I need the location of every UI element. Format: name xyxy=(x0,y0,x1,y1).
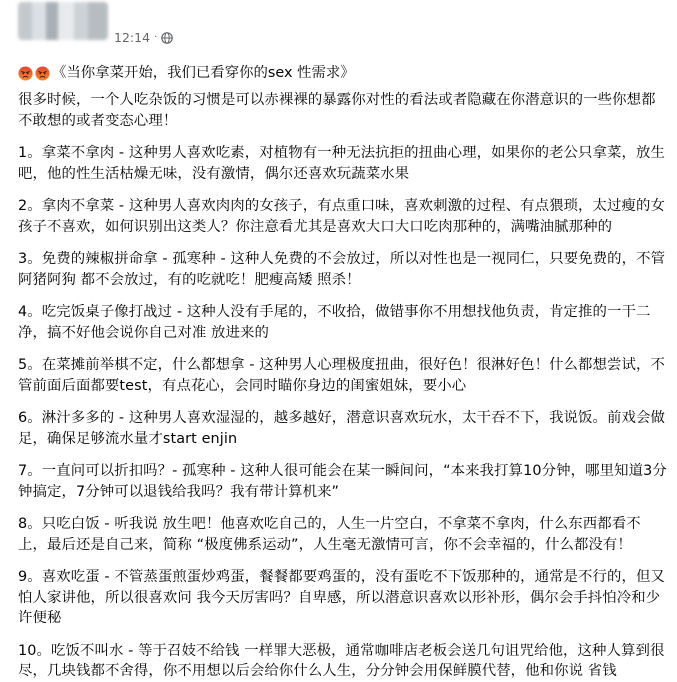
post-paragraph: 5。在菜摊前举棋不定，什么都想拿 - 这种男人心理极度扭曲，很好色！很淋好色！什么都想尝试，不管前面后面都要test，有点花心，会同时瞄你身边的闺蜜姐妹，要小心 xyxy=(18,357,665,394)
post-paragraph: 很多时候，一个人吃杂饭的习惯是可以赤裸裸的暴露你对性的看法或者隐藏在你潜意识的一些你想都不敢想的或者变态心理！ xyxy=(18,92,656,129)
post-paragraph: 1。拿菜不拿肉 - 这种男人喜欢吃素，对植物有一种无法抗拒的扭曲心理，如果你的老公只拿菜，放生吧，他的性生活枯燥无味，没有激情，偶尔还喜欢玩蔬菜水果 xyxy=(18,145,665,182)
post-time[interactable]: 12:14 xyxy=(114,30,151,45)
post-paragraph: 2。拿肉不拿菜 - 这种男人喜欢肉肉的女孩子，有点重口味，喜欢刺激的过程、有点猥琐，太过瘦的女孩子不喜欢，如何识别出这类人？你注意看尤其是喜欢大口大口吃肉那种的，满嘴油腻那种的 xyxy=(18,198,665,235)
avatar[interactable] xyxy=(18,2,108,40)
angry-face-emoji xyxy=(35,66,50,81)
post-title-text: 《当你拿菜开始，我们已看穿你的sex 性需求》 xyxy=(52,65,355,81)
post-title xyxy=(18,62,669,84)
post-paragraph: 6。淋汁多多的 - 这种男人喜欢湿湿的，越多越好，潜意识喜欢玩水，太干吞不下，我说饭。前戏会做足，确保足够流水量才start enjin xyxy=(18,410,665,447)
post-paragraph: 4。吃完饭桌子像打战过 - 这种人没有手尾的，不收拾，做错事你不用想找他负责，肯定推的一干二净，搞不好他会说你自己对准 放进来的 xyxy=(18,304,651,341)
post-paragraph: 7。一直问可以折扣吗？- 孤寒种 - 这种人很可能会在某一瞬间问，“本来我打算10分钟，哪里知道3分钟搞定，7分钟可以退钱给我吗？我有带计算机来” xyxy=(18,463,667,500)
meta-separator: · xyxy=(154,32,158,43)
angry-face-emoji xyxy=(18,66,33,81)
post-header xyxy=(18,0,669,62)
post-paragraph: 10。吃饭不叫水 - 等于召妓不给钱 一样罪大恶极，通常咖啡店老板会送几句诅咒给他，这种人算到很尽，几块钱都不舍得，你不用想以后会给你什么人生，分分钟会用保鲜膜代替，他和你说 省钱 xyxy=(18,642,665,679)
globe-icon[interactable] xyxy=(161,32,173,44)
post-paragraph: 8。只吃白饭 - 听我说 放生吧！他喜欢吃自己的，人生一片空白，不拿菜不拿肉，什么东西都看不上，最后还是自己来，简称 “极度佛系运动”，人生毫无激情可言，你不会幸福的，什么都没有！ xyxy=(18,516,641,553)
post-meta xyxy=(114,30,173,45)
post-body xyxy=(18,90,669,682)
post-paragraph: 3。免费的辣椒拼命拿 - 孤寒种 - 这种人免费的不会放过，所以对性也是一视同仁，只要免费的，不管阿猪阿狗 都不会放过，有的吃就吃！肥瘦高矮 照杀！ xyxy=(18,251,666,288)
post-paragraph: 9。喜欢吃蛋 - 不管蒸蛋煎蛋炒鸡蛋，餐餐都要鸡蛋的，没有蛋吃不下饭那种的，通常是不行的，但又怕人家讲他，所以很喜欢问 我今天厉害吗？自卑感，所以潜意识喜欢以形补形，偶尔会手抖怕冷和少许便秘 xyxy=(18,569,665,626)
